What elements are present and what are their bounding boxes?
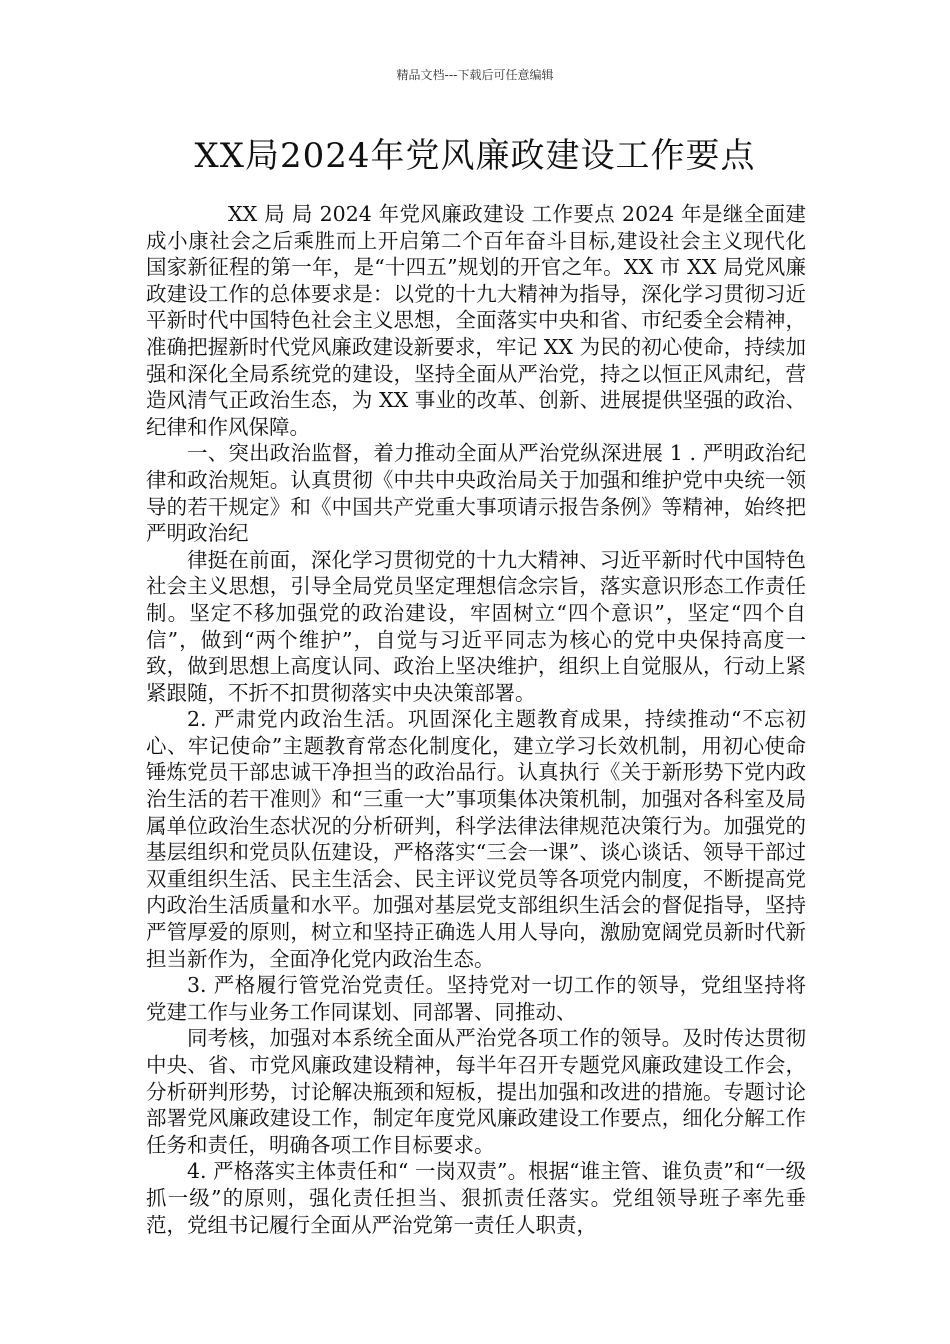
paragraph-item-3: 3. 严格履行管党治党责任。坚持党对一切工作的领导，党组坚持将党建工作与业务工作同谋划、同部署、同推动、: [146, 973, 806, 1024]
paragraph-item-4: 4. 严格落实主体责任和“ 一岗双责”。根据“谁主管、谁负责”和“一级抓一级”的原则，强化责任担当、狠抓责任落实。党组领导班子率先垂范，党组书记履行全面从严治党第一责任人职责，: [146, 1159, 806, 1237]
page-header-note: 精品文档---下载后可任意编辑: [396, 68, 554, 82]
paragraph-item-2: 2. 严肃党内政治生活。巩固深化主题教育成果，持续推动“不忘初心、牢记使命”主题教育常态化制度化，建立学习长效机制，用初心使命锤炼党员干部忠诚干净担当的政治品行。认真执行《关于新形势下党内政治生活的若干准则》和“三重一大”事项集体决策机制，加强对各科室及局属单位政治生态状况的分析研判，科学法律法律规范决策行为。加强党的基层组织和党员队伍建设，严格落实“三会一课”、谈心谈话、领导干部过双重组织生活、民主生活会、民主评议党员等各项党内制度，不断提高党内政治生活质量和水平。加强对基层党支部组织生活会的督促指导，坚持严管厚爱的原则，树立和坚持正确选人用人导向，激励宽阔党员新时代新担当新作为，全面净化党内政治生态。: [146, 707, 806, 971]
paragraph-item-3-continued: 同考核，加强对本系统全面从严治党各项工作的领导。及时传达贯彻中央、省、市党风廉政建设精神，每半年召开专题党风廉政建设工作会，分析研判形势，讨论解决瓶颈和短板，提出加强和改进的措施。专题讨论部署党风廉政建设工作，制定年度党风廉政建设工作要点，细化分解工作任务和责任，明确各项工作目标要求。: [146, 1026, 806, 1157]
paragraph-intro: XX 局 局 2024 年党风廉政建设 工作要点 2024 年是继全面建成小康社会之后乘胜而上开启第二个百年奋斗目标,建设社会主义现代化国家新征程的第一年，是“十四五”规划的开官之年。XX 市 XX 局党风廉政建设工作的总体要求是：以党的十九大精神为指导，深化学习贯彻习近平新时代中国特色社会主义思想，全面落实中央和省、市纪委全会精神，准确把握新时代党风廉政建设新要求，牢记 XX 为民的初心使命，持续加强和深化全局系统党的建设，坚持全面从严治党，持之以恒正风肃纪，营造风清气正政治生态，为 XX 事业的改革、创新、进展提供坚强的政治、纪律和作风保障。: [146, 202, 806, 439]
document-title: XX局2024年党风廉政建设工作要点: [194, 136, 756, 176]
document-body: [146, 201, 806, 1238]
paragraph-section-1: 一、突出政治监督，着力推动全面从严治党纵深进展 1 . 严明政治纪律和政治规矩。认真贯彻《中共中央政治局关于加强和维护党中央统一领导的若干规定》和《中国共产党重大事项请示报告条例》等精神，始终把严明政治纪: [146, 441, 806, 546]
paragraph-section-1-continued: 律挺在前面，深化学习贯彻党的十九大精神、习近平新时代中国特色社会主义思想，引导全局党员坚定理想信念宗旨，落实意识形态工作责任制。坚定不移加强党的政治建设，牢固树立“四个意识”，坚定“四个自信”，做到“两个维护”，自觉与习近平同志为核心的党中央保持高度一致，做到思想上高度认同、政治上坚决维护，组织上自觉服从，行动上紧紧跟随，不折不扣贯彻落实中央决策部署。: [146, 547, 806, 705]
